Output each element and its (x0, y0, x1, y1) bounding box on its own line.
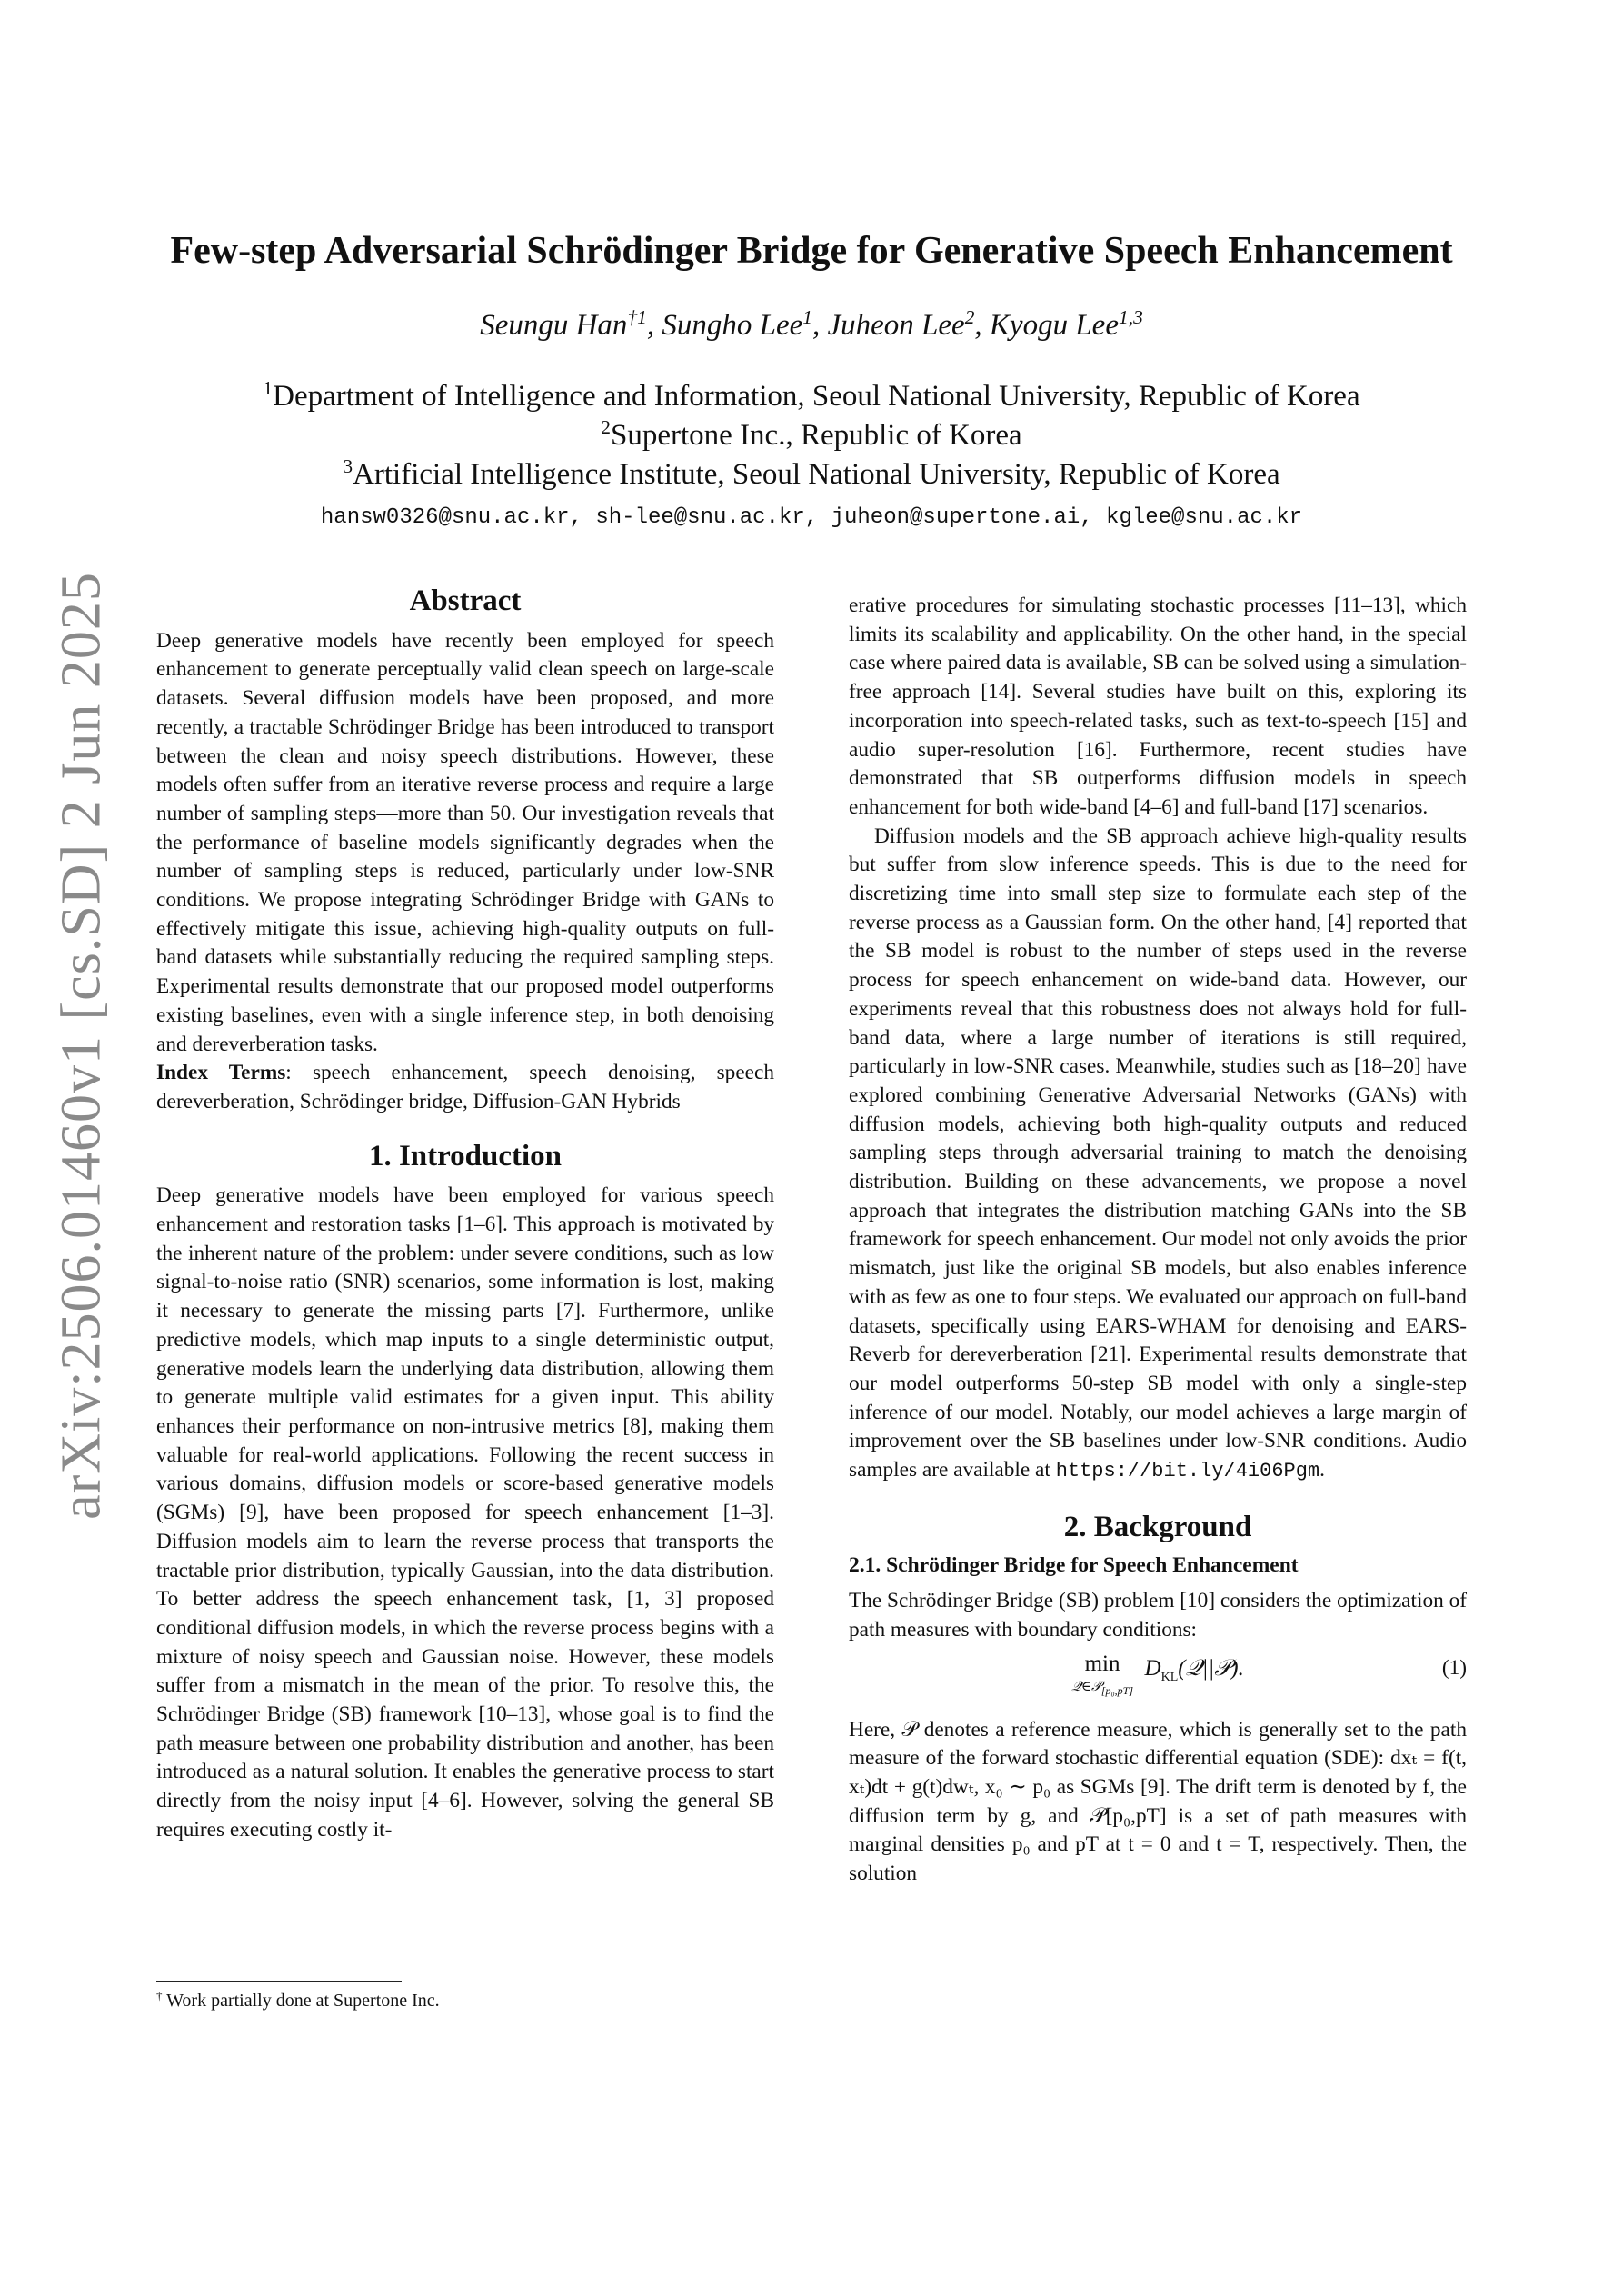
intro-paragraph-text: Diffusion models and the SB approach achieve high-quality results but suffer from slow inference speeds. This is due to the need for discretizing time into small step size to formulate each step of the reverse process as a Gaussian form. On the other hand, [4] reported that the SB model is robust to the number of steps used in the reverse process for speech enhancement on wide-band data. However, our experiments reveal that this robustness does not always hold for full-band data, where a large number of iterations is still required, particularly in low-SNR cases. Meanwhile, studies such as [18–20] have explored combining Generative Adversarial Networks (GANs) with diffusion models, achieving both high-quality outputs and reduced sampling steps through adversarial training to match the denoising distribution. Building on these advancements, we propose a novel approach that integrates the distribution matching GANs into the SB framework for speech enhancement. Our model not only avoids the prior mismatch, just like the original SB models, but also enables inference with as few as one to four steps. We evaluated our approach on full-band datasets, specifically using EARS-WHAM for denoising and EARS-Reverb for dereverberation [21]. Experimental results demonstrate that our model outperforms 50-step SB model with only a single-step inference of our model. Notably, our model achieves a large margin of improvement over the SB baselines under low-SNR conditions. Audio samples are available at (849, 824, 1467, 1482)
affiliation-text: Department of Intelligence and Information, Seoul National University, Republic of Korea (273, 380, 1360, 413)
affiliation-text: Artificial Intelligence Institute, Seoul National University, Republic of Korea (353, 458, 1280, 491)
author-name: Sungho Lee (662, 309, 803, 342)
abstract-heading: Abstract (409, 584, 522, 617)
equation-number: (1) (1441, 1655, 1467, 1680)
audio-samples-url[interactable]: https://bit.ly/4i06Pgm (1055, 1460, 1320, 1483)
author-name: Juheon Lee (827, 309, 965, 342)
affiliation-mark: 3 (343, 455, 353, 477)
footnote-mark: † (156, 1988, 163, 2002)
background-paragraph: Here, 𝒫 denotes a reference measure, which is generally set to the path measure of the forward stochastic differential equation (SDE): dxₜ = f(t, xₜ)dt + g(t)dwₜ, x₀ ∼ p₀ as SGMs [9]. The drift term is denoted by f, the diffusion term by g, and 𝒫[p₀,pT] is a set of path measures with marginal densities p₀ and pT at t = 0 and t = T, respectively. Then, the solution (849, 1717, 1467, 1886)
background-paragraph: The Schrödinger Bridge (SB) problem [10] considers the optimization of path measures with boundary conditions: (849, 1589, 1467, 1642)
url-terminator: . (1319, 1458, 1325, 1482)
affiliation (0, 416, 1623, 453)
footnote-divider (156, 1981, 402, 1982)
index-terms-label: Index Terms (156, 1061, 286, 1085)
author-affiliation-mark: 1,3 (1118, 306, 1143, 328)
affiliation-mark: 2 (601, 416, 612, 438)
author-name: Kyogu Lee (989, 309, 1119, 342)
author-emails: hansw0326@snu.ac.kr, sh-lee@snu.ac.kr, juheon@supertone.ai, kglee@snu.ac.kr (320, 505, 1303, 530)
affiliation-mark: 1 (263, 377, 274, 399)
footnote-text: Work partially done at Supertone Inc. (166, 1991, 440, 2011)
index-terms (156, 1059, 774, 1116)
footnote (156, 1988, 440, 2011)
equation-body: min 𝒬∈𝒫$_{[p_0,pT]}$ $D_{KL}(𝒬||𝒫)$. (1071, 1651, 1244, 1697)
equation-1 (849, 1645, 1467, 1716)
intro-heading: 1. Introduction (368, 1139, 563, 1173)
right-column (849, 592, 1467, 1889)
author-affiliation-mark: †1 (627, 306, 647, 328)
author-affiliation-mark: 1 (802, 306, 812, 328)
left-column (156, 584, 774, 1845)
author-affiliation-mark: 2 (964, 306, 975, 328)
index-terms-text: : speech enhancement, speech denoising, speech dereverberation, Schrödinger bridge, Diffusion-GAN Hybrids (156, 1061, 774, 1113)
author-list: Seungu Han$^{\dagger 1}$, Sungho Lee$^1$, Juheon Lee$^2$, Kyogu Lee$^{1,3}$ (480, 306, 1143, 342)
intro-paragraph (849, 823, 1467, 1486)
affiliation (0, 455, 1623, 492)
paper-title: Few-step Adversarial Schrödinger Bridge for Generative Speech Enhancement (170, 230, 1453, 272)
subsection-heading: 2.1. Schrödinger Bridge for Speech Enhancement (849, 1552, 1299, 1577)
intro-paragraph: Deep generative models have been employed for various speech enhancement and restoration tasks [1–6]. This approach is motivated by the inherent nature of the problem: under severe conditions, such as low signal-to-noise ratio (SNR) scenarios, some information is lost, making it necessary to generate the missing parts [7]. Furthermore, unlike predictive models, which map inputs to a single deterministic output, generative models learn the underlying data distribution, allowing them to generate multiple valid estimates for a given input. This ability enhances their performance on non-intrusive metrics [8], making them valuable for real-world applications. Following the recent success in various domains, diffusion models or score-based generative models (SGMs) [9], have been proposed for speech enhancement [1–3]. Diffusion models aim to learn the reverse process that transports the tractable prior distribution, typically Gaussian, into the data distribution. To better address the speech enhancement task, [1, 3] proposed conditional diffusion models, in which the reverse process begins with a mixture of noisy speech and Gaussian noise. However, these models suffer from a mismatch in the mean of the prior. To resolve this, the Schrödinger Bridge (SB) framework [10–13], whose goal is to find the path measure between one probability distribution and another, has been introduced as a natural solution. It enables the generative process to start directly from the noisy input [4–6]. However, solving the general SB requires executing costly it- (156, 1183, 774, 1842)
author-name: Seungu Han (480, 309, 628, 342)
affiliation-text: Supertone Inc., Republic of Korea (611, 419, 1022, 452)
arxiv-sidebar-id: arXiv:2506.01460v1 [cs.SD] 2 Jun 2025 (50, 572, 113, 1520)
affiliation (0, 377, 1623, 414)
abstract-text: Deep generative models have recently been employed for speech enhancement to generate perceptually valid clean speech on large-scale datasets. Several diffusion models have been proposed, and more recently, a tractable Schrödinger Bridge has been introduced to transport between the clean and noisy speech distributions. However, these models often suffer from an iterative reverse process and require a large number of sampling steps—more than 50. Our investigation reveals that the performance of baseline models significantly degrades when the number of sampling steps is reduced, particularly under low-SNR conditions. We propose integrating Schrödinger Bridge with GANs to effectively mitigate this issue, achieving high-quality outputs on full-band datasets while substantially reducing the required sampling steps. Experimental results demonstrate that our proposed model outperforms existing baselines, even with a single inference step, in both denoising and dereverberation tasks. (156, 628, 774, 1056)
background-heading: 2. Background (1063, 1510, 1252, 1543)
intro-paragraph-continued: erative procedures for simulating stochastic processes [11–13], which limits its scalability and applicability. On the other hand, in the special case where paired data is available, SB can be solved using a simulation-free approach [14]. Several studies have built on this, exploring its incorporation into speech-related tasks, such as text-to-speech [15] and audio super-resolution [16]. Furthermore, recent studies have demonstrated that SB outperforms diffusion models in speech enhancement for both wide-band [4–6] and full-band [17] scenarios. (849, 594, 1467, 819)
